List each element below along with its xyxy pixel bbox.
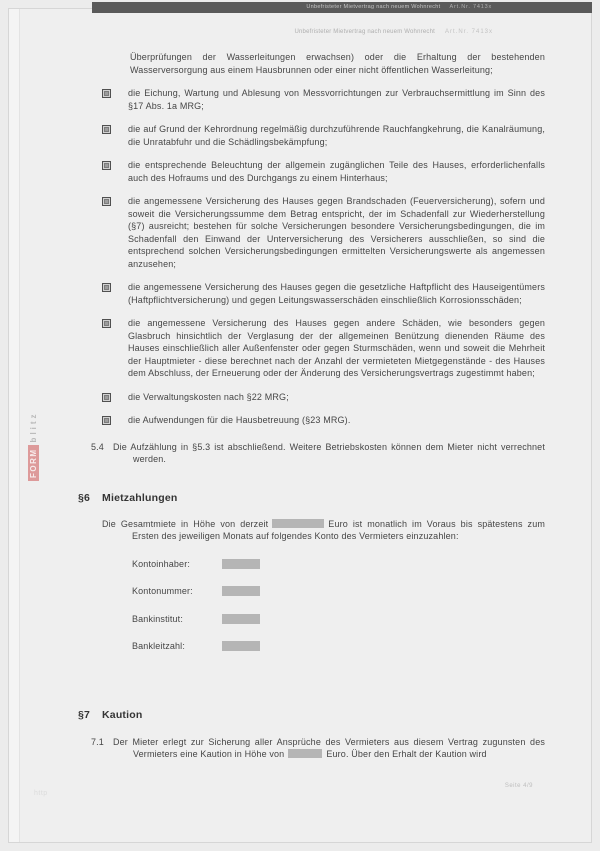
checklist-item-text: die angemessene Versicherung des Hauses gegen Brandschaden (Feuerversicherung), sofern und soweit die Versicherungssumme dem Betrag entspricht, der im Schadenfall zur Wiederherstellung (§7) ausreicht; bestehen für solche Versicherungen besondere Versicherungsbedingungen, die im Schadenfall den Einwand der Unterversicherung des Versicherers ausschließen, so sind die entsprechend solchen Versicherungsbedingungen ermittelten Versicherungswerte als angemessen anzusehen; — [128, 196, 545, 269]
section-7-heading — [78, 709, 545, 722]
clause-number: 7.1 — [91, 736, 104, 747]
checklist-item-verwaltungskosten — [78, 391, 545, 404]
redacted-field-value[interactable] — [222, 586, 260, 596]
clause-text: Die Aufzählung in §5.3 ist abschließend. Weitere Betriebskosten können dem Mieter nicht verrechnet werden. — [113, 441, 545, 464]
field-row-bankleitzahl — [78, 640, 545, 653]
field-row-kontonummer — [78, 585, 545, 598]
contract-body — [78, 51, 545, 761]
field-label: Bankinstitut: — [132, 613, 183, 624]
field-label: Bankleitzahl: — [132, 641, 185, 651]
checklist-item-text: die entsprechende Beleuchtung der allgemein zugänglichen Teile des Hauses, erforderlichenfalls auch des Hofraums und des Durchgangs zu einem Hinterhaus; — [128, 160, 545, 183]
paragraph-text-after: Euro ist monatlich im Voraus bis spätestens zum Ersten des jeweiligen Monats auf folgendes Konto des Vermieters einzuzahlen: — [132, 518, 545, 541]
field-label: Kontonummer: — [132, 586, 193, 596]
field-row-bankinstitut — [78, 613, 545, 626]
page-number: Seite 4/9 — [504, 783, 533, 789]
checklist-item-kehrordnung — [78, 123, 545, 148]
checkbox-icon[interactable] — [102, 125, 111, 134]
footer-watermark: http — [34, 790, 48, 797]
topbar-article-number: Art.Nr. 7413x — [449, 4, 492, 10]
clause-5-4 — [78, 441, 545, 466]
top-title-bar — [92, 2, 592, 13]
section-number: §6 — [78, 491, 91, 504]
checkbox-icon[interactable] — [102, 89, 111, 98]
paragraph-text-after: Euro. Über den Erhalt der Kaution wird — [326, 749, 487, 759]
checklist-item-feuerversicherung — [78, 195, 545, 270]
paragraph-text-before: Der Mieter erlegt zur Sicherung aller Ansprüche des Vermieters aus diesem Vertrag zugunsten des Vermieters eine Kaution in Höhe von — [113, 736, 545, 759]
page-header — [0, 29, 493, 35]
checklist-item-beleuchtung — [78, 159, 545, 184]
checklist-item-text: die Verwaltungskosten nach §22 MRG; — [128, 391, 289, 402]
checklist-item-andere-schaeden — [78, 317, 545, 380]
formblitz-logo-form: FORM — [28, 445, 39, 481]
clause-7-1 — [78, 736, 545, 761]
formblitz-logo — [28, 411, 39, 481]
checklist-item-eichung — [78, 87, 545, 112]
page-header-article-number: Art.Nr. 7413x — [444, 29, 493, 35]
clause-text — [78, 736, 545, 761]
checkbox-icon[interactable] — [102, 283, 111, 292]
topbar-title: Unbefristeter Mietvertrag nach neuem Wohnrecht — [306, 4, 441, 10]
checklist-item-text: die Eichung, Wartung und Ablesung von Messvorrichtungen zur Verbrauchsermittlung im Sinn des §17 Abs. 1a MRG; — [128, 88, 545, 111]
checkbox-icon[interactable] — [102, 319, 111, 328]
redacted-field-value[interactable] — [222, 641, 260, 651]
clause-number: 5.4 — [91, 441, 104, 452]
redacted-field-value[interactable] — [222, 559, 260, 569]
checklist-item-text: die auf Grund der Kehrordnung regelmäßig durchzuführende Rauchfangkehrung, die Kanalräumung, die Unratabfuhr und die Schädlingsbekämpfung; — [128, 124, 545, 147]
checklist-item-text: die angemessene Versicherung des Hauses gegen die gesetzliche Haftpflicht des Hauseigentümers (Haftpflichtversicherung) und gegen Leitungswasserschäden einschließlich Korrosionsschäden; — [128, 282, 545, 305]
checkbox-icon[interactable] — [102, 416, 111, 425]
section-title: Kaution — [102, 708, 143, 721]
formblitz-logo-blitz: blitz — [29, 411, 38, 443]
checklist-item-haftpflicht — [78, 281, 545, 306]
field-label: Kontoinhaber: — [132, 558, 190, 569]
section-number: §7 — [78, 708, 91, 721]
checklist-item-hausbetreuung — [78, 414, 545, 427]
checklist-item-text: die Aufwendungen für die Hausbetreuung (§23 MRG). — [128, 415, 351, 425]
checklist-item-text: die angemessene Versicherung des Hauses gegen andere Schäden, wie besonders gegen Glasbruch hinsichtlich der Verglasung der der allgemeinen Benützung dienenden Räume des Hauses einschließlich aller Außenfenster oder gegen Sturmschäden, wenn und soweit die Mehrheit der Hauptmieter - diese berechnet nach der Anzahl der vermieteten Mietgegenstände - des Hauses dem Abschluss, der Erneuerung oder der Änderung des Versicherungsvertrags zugestimmt haben; — [128, 318, 545, 378]
redacted-field-value[interactable] — [222, 614, 260, 624]
redacted-deposit-amount-field[interactable] — [288, 749, 322, 758]
checkbox-icon[interactable] — [102, 197, 111, 206]
redacted-rent-amount-field[interactable] — [272, 519, 324, 528]
paragraph-text-before: Die Gesamtmiete in Höhe von derzeit — [102, 518, 269, 529]
checkbox-icon[interactable] — [102, 393, 111, 402]
rent-payment-paragraph — [78, 518, 545, 543]
intro-paragraph: Überprüfungen der Wasserleitungen erwachsen) oder die Erhaltung der bestehenden Wasserversorgung aus einem Hausbrunnen oder einer nicht öffentlichen Wasserleitung; — [130, 52, 545, 75]
field-row-kontoinhaber — [78, 558, 545, 571]
checkbox-icon[interactable] — [102, 161, 111, 170]
page-header-title: Unbefristeter Mietvertrag nach neuem Wohnrecht — [294, 29, 435, 35]
section-6-heading — [78, 492, 545, 505]
section-title: Mietzahlungen — [102, 491, 178, 504]
